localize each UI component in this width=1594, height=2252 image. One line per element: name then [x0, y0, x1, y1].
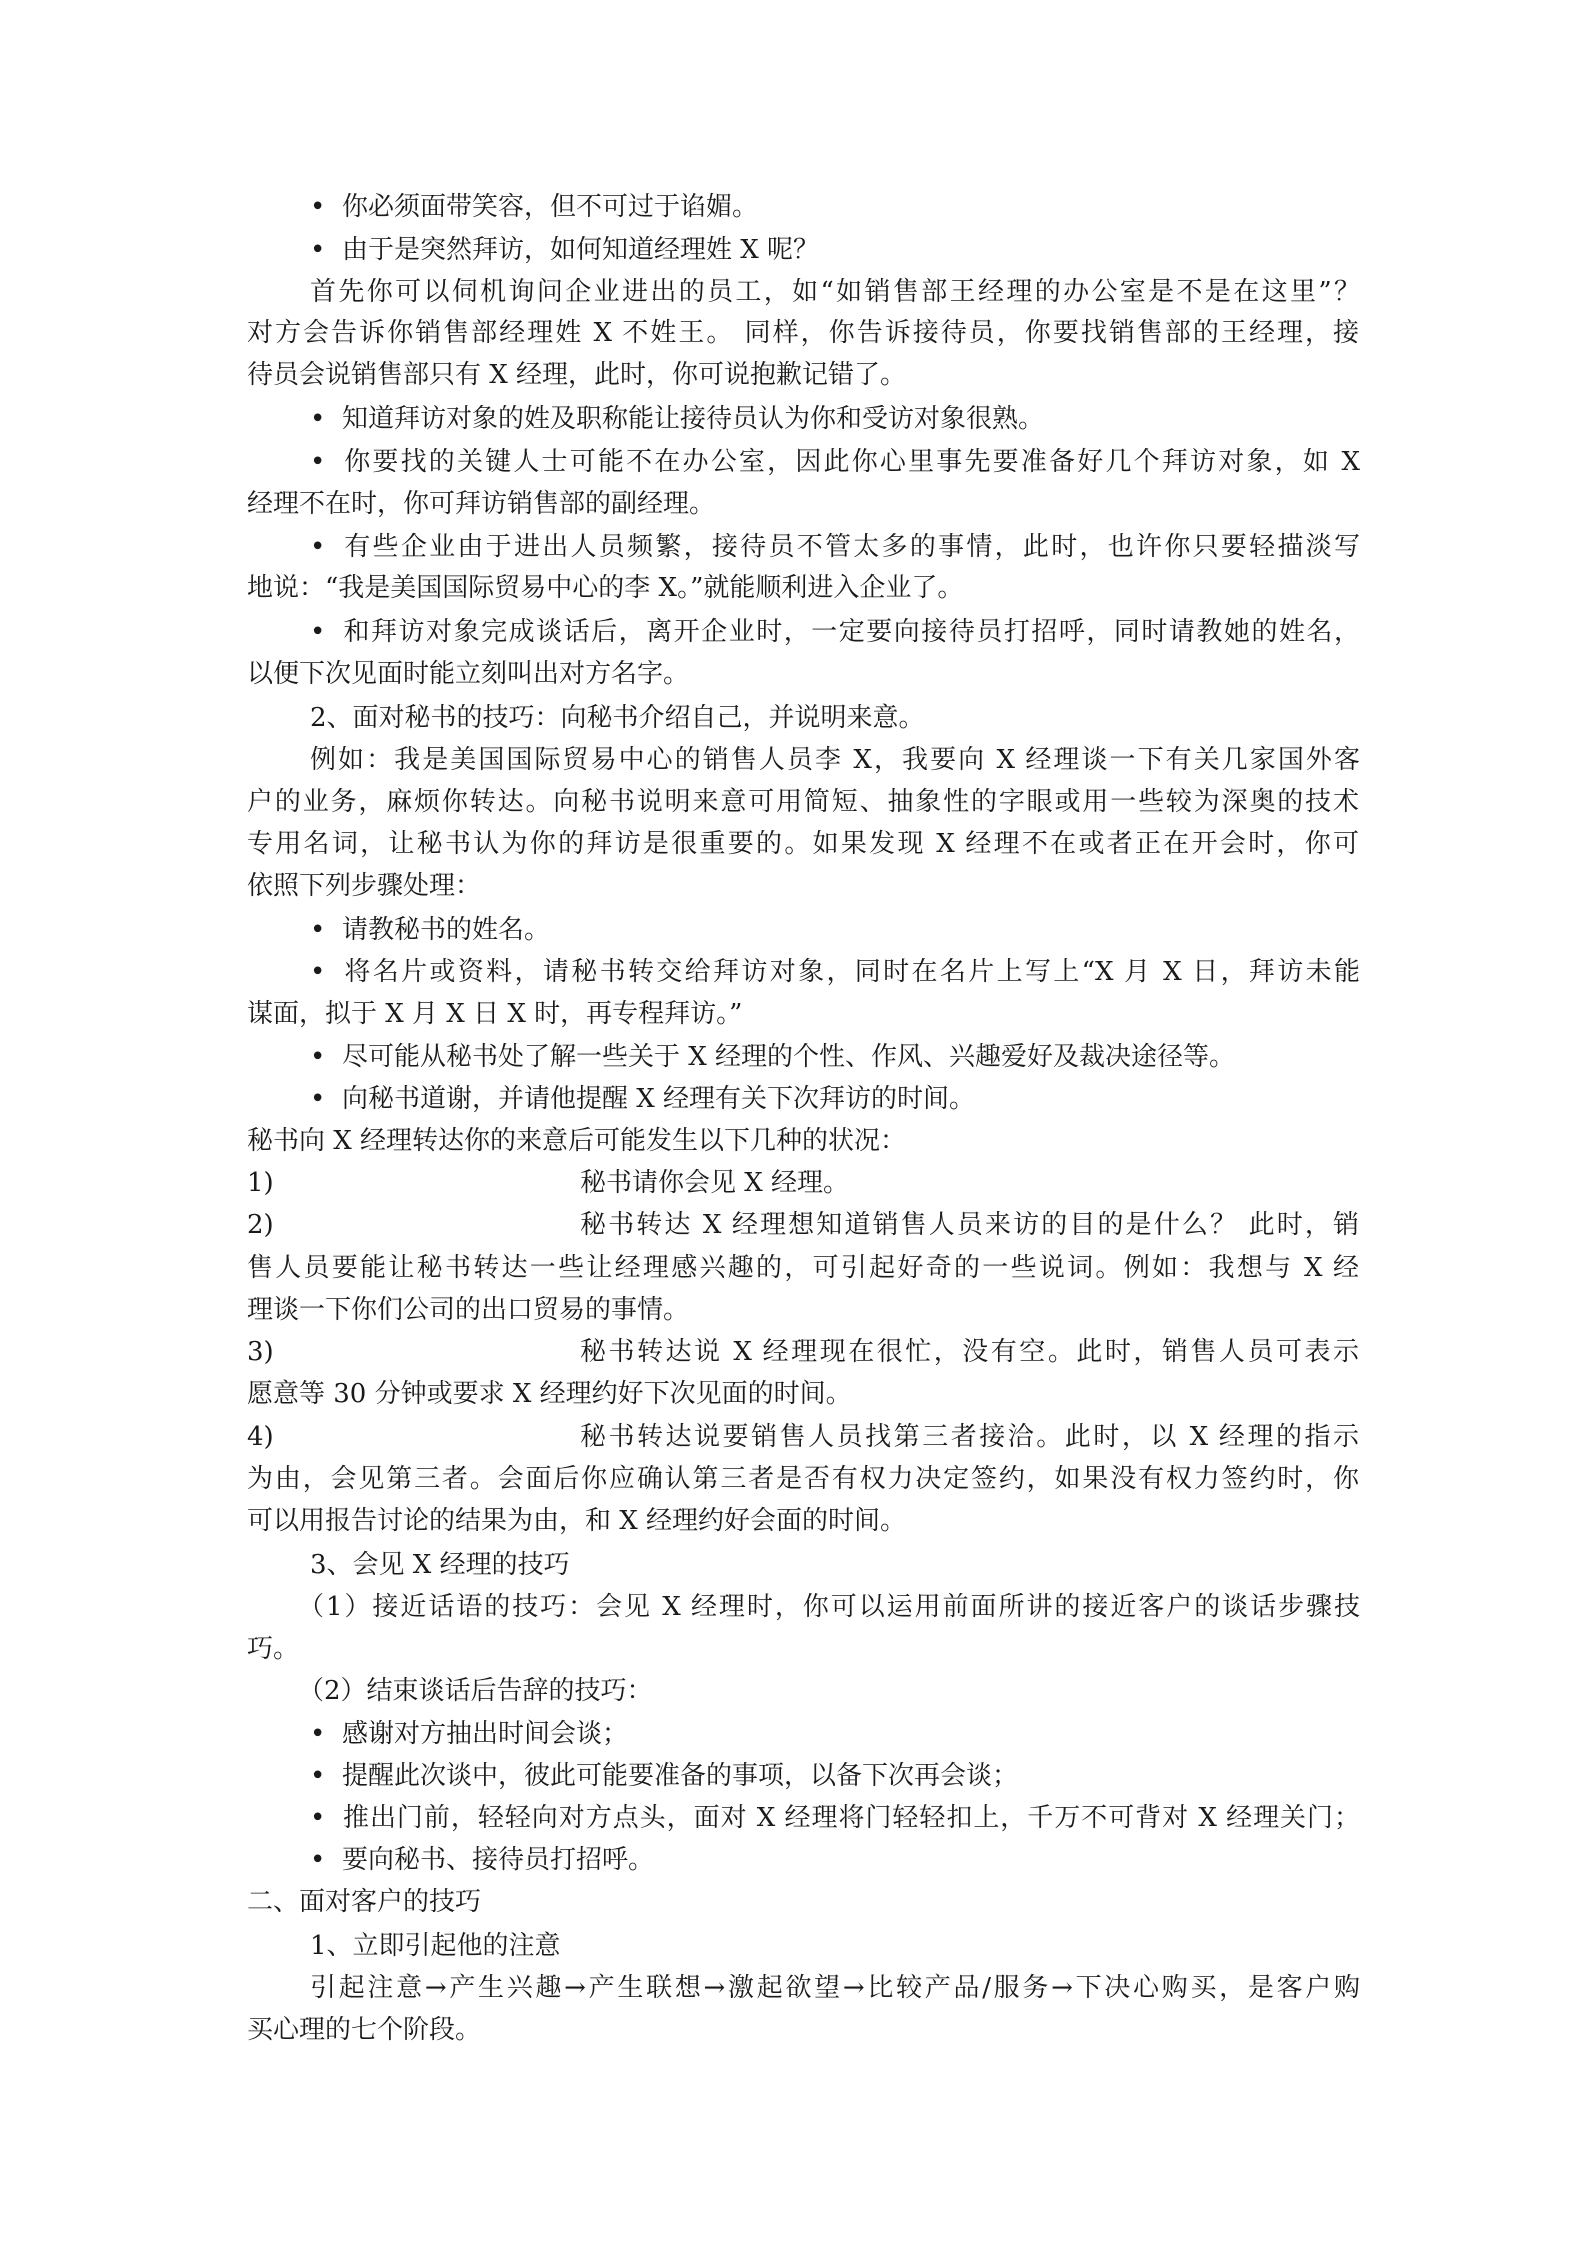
item-number: 4) — [247, 1422, 274, 1452]
bullet-dot-icon: • — [310, 957, 326, 987]
bullet-dot-icon: • — [310, 1845, 326, 1875]
bullet-text: 你要找的关键人士可能不在办公室，因此你心里事先要准备好几个拜访对象，如 X — [342, 447, 1360, 477]
bullet-item — [310, 442, 1360, 482]
bullet-item — [310, 1714, 1360, 1754]
bullet-text: 尽可能从秘书处了解一些关于 X 经理的个性、作风、兴趣爱好及裁决途径等。 — [342, 1042, 1236, 1072]
numbered-item — [247, 1205, 1359, 1245]
paragraph-first-line: 引起注意→产生兴趣→产生联想→激起欲望→比较产品/服务→下决心购买，是客户购 — [310, 1973, 1360, 2003]
text-line: 依照下列步骤处理： — [247, 871, 482, 901]
numbered-item — [247, 1163, 1359, 1203]
bullet-dot-icon: • — [310, 192, 326, 222]
text-line: 愿意等 30 分钟或要求 X 经理约好下次见面的时间。 — [247, 1379, 852, 1409]
text-line: 以便下次见面时能立刻叫出对方名字。 — [247, 659, 690, 689]
bullet-dot-icon: • — [310, 1042, 326, 1072]
text-line: 可以用报告讨论的结果为由，和 X 经理约好会面的时间。 — [247, 1506, 907, 1536]
paragraph-first-line: （2）结束谈话后告辞的技巧： — [298, 1676, 653, 1706]
text-line: 对方会告诉你销售部经理姓 X 不姓王。 同样，你告诉接待员，你要找销售部的王经理，接 — [247, 318, 1359, 348]
bullet-item — [310, 910, 1360, 950]
bullet-dot-icon: • — [310, 1719, 326, 1749]
bullet-item — [310, 230, 1360, 270]
bullet-item — [310, 1037, 1360, 1077]
bullet-text: 你必须面带笑容，但不可过于谄媚。 — [342, 192, 759, 222]
bullet-text: 将名片或资料，请秘书转交给拜访对象，同时在名片上写上“X 月 X 日，拜访未能 — [342, 957, 1360, 987]
bullet-item — [310, 1756, 1360, 1796]
bullet-item — [310, 612, 1360, 652]
bullet-text: 由于是突然拜访，如何知道经理姓 X 呢？ — [342, 235, 820, 265]
bullet-text: 感谢对方抽出时间会谈； — [342, 1719, 629, 1749]
bullet-dot-icon: • — [310, 447, 326, 477]
bullet-dot-icon: • — [310, 1084, 326, 1114]
paragraph-first-line: 3、会见 X 经理的技巧 — [310, 1550, 570, 1580]
bullet-item — [310, 399, 1360, 439]
numbered-item — [247, 1417, 1359, 1457]
text-line: 秘书向 X 经理转达你的来意后可能发生以下几种的状况： — [247, 1126, 907, 1156]
paragraph-first-line: （1）接近话语的技巧：会见 X 经理时，你可以运用前面所讲的接近客户的谈话步骤技 — [298, 1592, 1360, 1622]
item-text: 秘书转达说 X 经理现在很忙，没有空。此时，销售人员可表示 — [580, 1337, 1359, 1367]
bullet-text: 有些企业由于进出人员频繁，接待员不管太多的事情，此时，也许你只要轻描淡写 — [342, 532, 1360, 562]
item-number: 3) — [247, 1337, 274, 1367]
text-line: 二、面对客户的技巧 — [247, 1887, 482, 1917]
item-text: 秘书转达说要销售人员找第三者接洽。此时，以 X 经理的指示 — [580, 1422, 1359, 1452]
item-text: 秘书请你会见 X 经理。 — [580, 1168, 850, 1198]
numbered-item — [247, 1332, 1359, 1372]
text-line: 谋面，拟于 X 月 X 日 X 时，再专程拜访。” — [247, 999, 743, 1029]
bullet-dot-icon: • — [310, 1803, 326, 1833]
bullet-item — [310, 187, 1360, 227]
text-line: 户的业务，麻烦你转达。向秘书说明来意可用简短、抽象性的字眼或用一些较为深奥的技术 — [247, 787, 1359, 817]
paragraph-first-line: 首先你可以伺机询问企业进出的员工，如“如销售部王经理的办公室是不是在这里”？ — [310, 277, 1360, 307]
text-line: 巧。 — [247, 1634, 300, 1664]
bullet-dot-icon: • — [310, 235, 326, 265]
bullet-item — [310, 1798, 1360, 1838]
bullet-text: 知道拜访对象的姓及职称能让接待员认为你和受访对象很熟。 — [342, 404, 1045, 434]
bullet-dot-icon: • — [310, 532, 326, 562]
bullet-dot-icon: • — [310, 404, 326, 434]
text-line: 专用名词，让秘书认为你的拜访是很重要的。如果发现 X 经理不在或者正在开会时，你可 — [247, 829, 1359, 859]
text-line: 买心理的七个阶段。 — [247, 2015, 482, 2045]
bullet-text: 要向秘书、接待员打招呼。 — [342, 1845, 655, 1875]
text-line: 为由，会见第三者。会面后你应确认第三者是否有权力决定签约，如果没有权力签约时，你 — [247, 1464, 1359, 1494]
bullet-text: 向秘书道谢，并请他提醒 X 经理有关下次拜访的时间。 — [342, 1084, 976, 1114]
bullet-text: 推出门前，轻轻向对方点头，面对 X 经理将门轻轻扣上，千万不可背对 X 经理关门； — [342, 1803, 1360, 1833]
bullet-item — [310, 1840, 1360, 1880]
bullet-dot-icon: • — [310, 617, 326, 647]
bullet-dot-icon: • — [310, 1761, 326, 1791]
paragraph-first-line: 2、面对秘书的技巧：向秘书介绍自己，并说明来意。 — [310, 703, 925, 733]
bullet-item — [310, 952, 1360, 992]
item-number: 1) — [247, 1168, 274, 1198]
item-number: 2) — [247, 1210, 274, 1240]
text-line: 经理不在时，你可拜访销售部的副经理。 — [247, 489, 716, 519]
paragraph-first-line: 例如：我是美国国际贸易中心的销售人员李 X，我要向 X 经理谈一下有关几家国外客 — [310, 745, 1360, 775]
bullet-text: 和拜访对象完成谈话后，离开企业时，一定要向接待员打招呼，同时请教她的姓名， — [342, 617, 1360, 647]
bullet-item — [310, 1079, 1360, 1119]
bullet-item — [310, 527, 1360, 567]
bullet-dot-icon: • — [310, 915, 326, 945]
text-line: 待员会说销售部只有 X 经理，此时，你可说抱歉记错了。 — [247, 360, 907, 390]
paragraph-first-line: 1、立即引起他的注意 — [310, 1931, 561, 1961]
text-line: 理谈一下你们公司的出口贸易的事情。 — [247, 1295, 690, 1325]
text-line: 售人员要能让秘书转达一些让经理感兴趣的，可引起好奇的一些说词。例如：我想与 X 经 — [247, 1253, 1359, 1283]
item-text: 秘书转达 X 经理想知道销售人员来访的目的是什么？ 此时，销 — [580, 1210, 1359, 1240]
bullet-text: 请教秘书的姓名。 — [342, 915, 551, 945]
bullet-text: 提醒此次谈中，彼此可能要准备的事项，以备下次再会谈； — [342, 1761, 1019, 1791]
text-line: 地说：“我是美国国际贸易中心的李 X。”就能顺利进入企业了。 — [247, 573, 964, 603]
